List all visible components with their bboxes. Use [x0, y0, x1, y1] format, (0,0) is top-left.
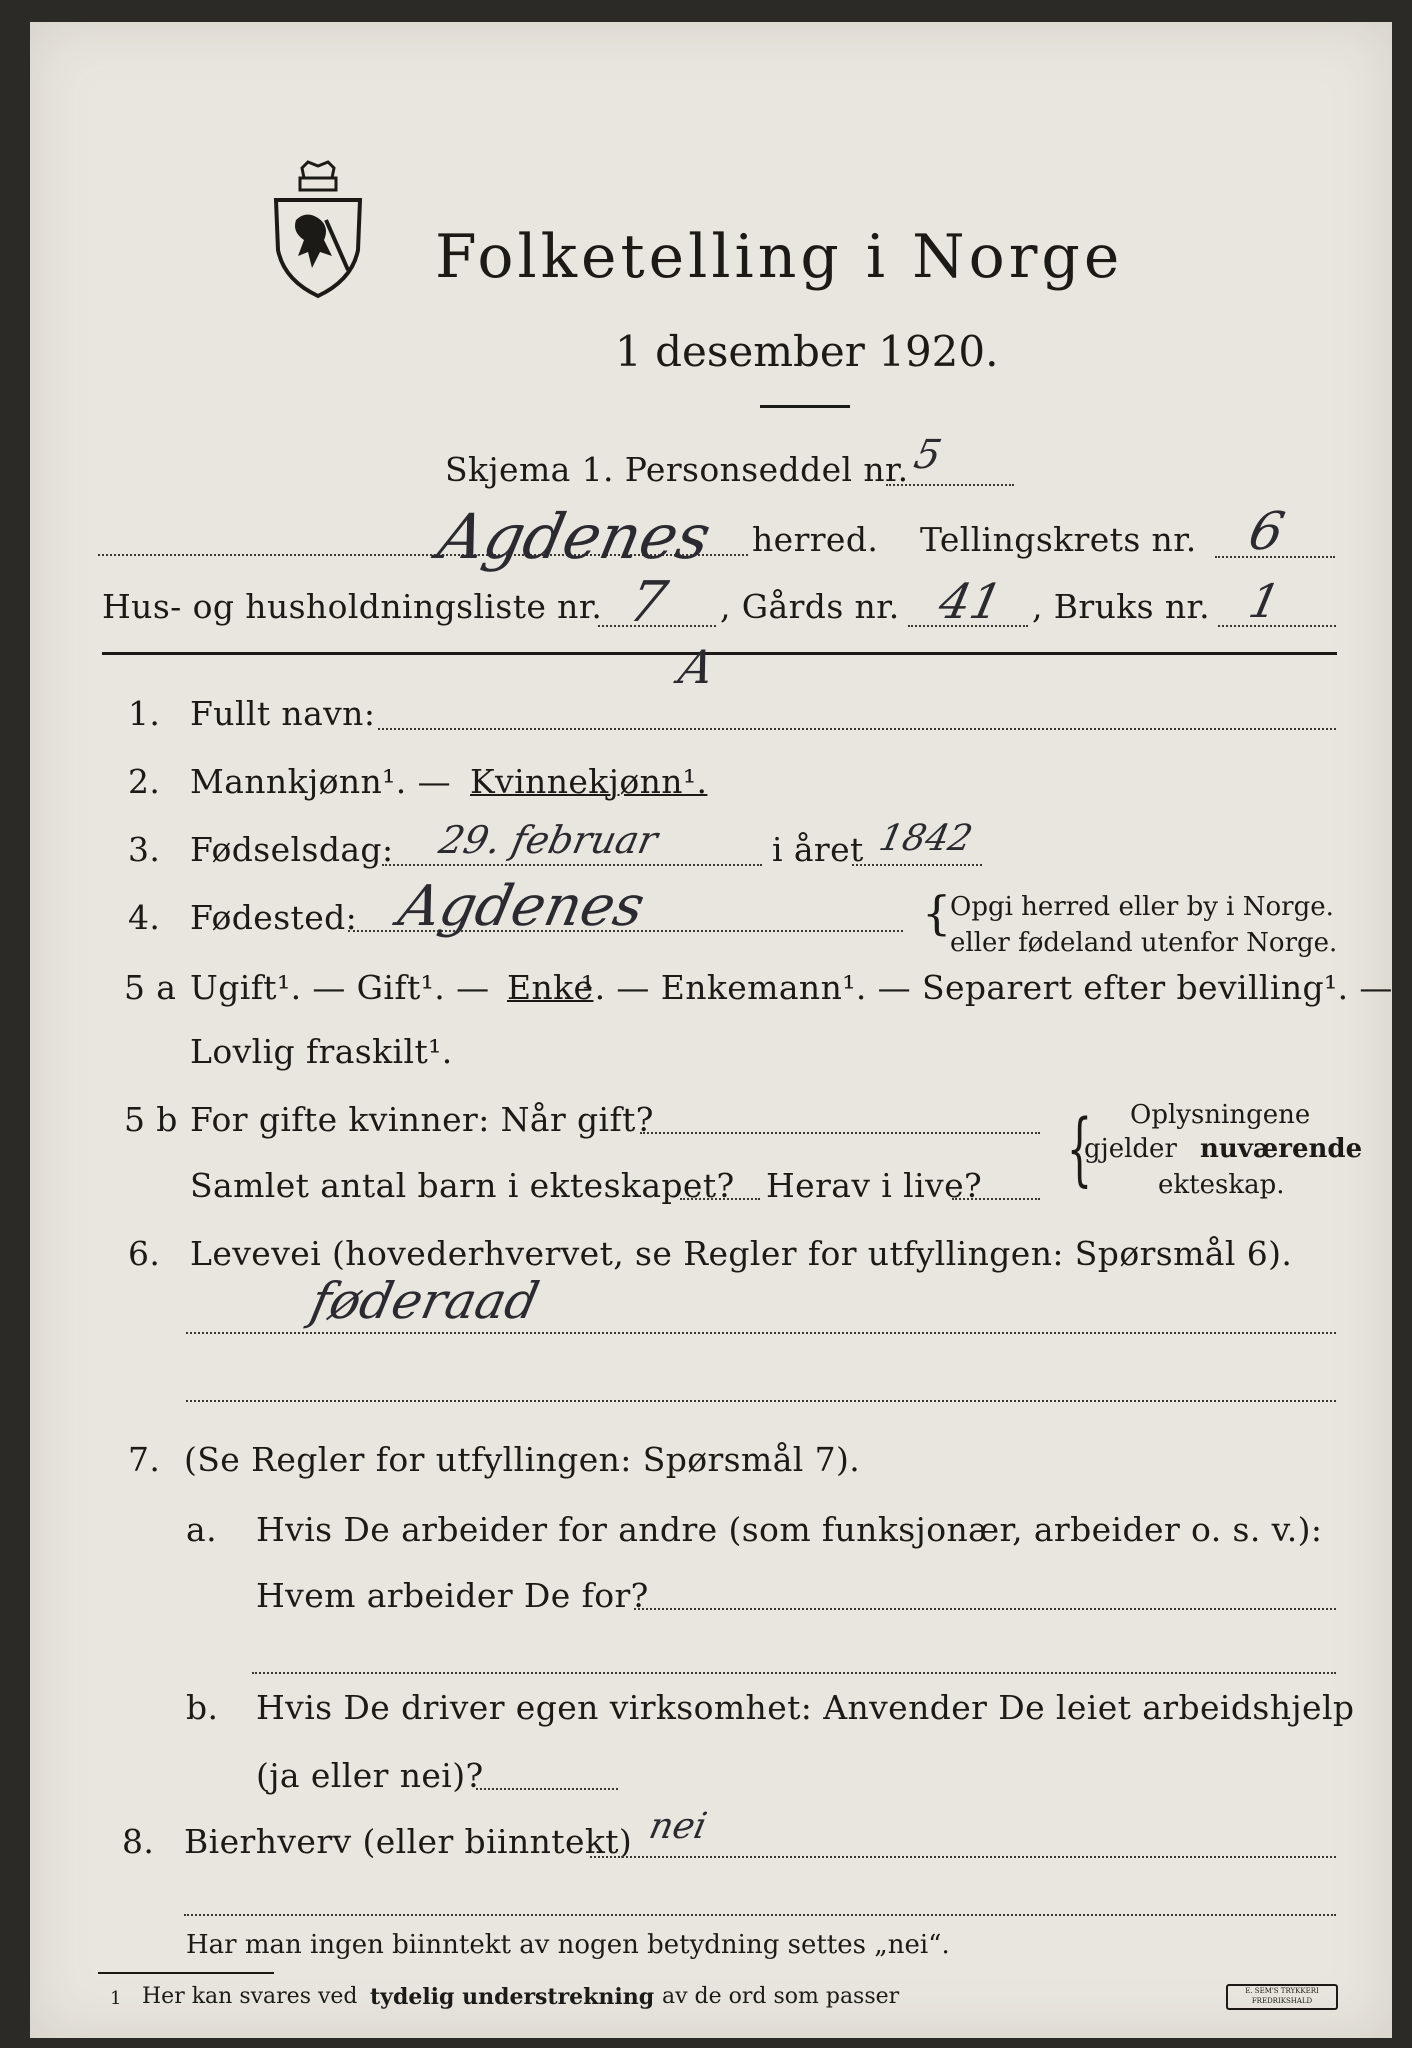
q1-number: 1.: [128, 694, 161, 733]
printer-stamp: E. SEM'S TRYKKERI FREDRIKSHALD: [1226, 1984, 1338, 2010]
q5b-number: 5 b: [124, 1100, 178, 1139]
q7b-dotline: [476, 1788, 618, 1790]
q4-value: Agdenes: [393, 874, 651, 939]
census-form-page: [30, 22, 1392, 2038]
q3-year-value: 1842: [875, 818, 976, 859]
header-divider: [102, 652, 1337, 655]
q7-label: (Se Regler for utfyllingen: Spørsmål 7).: [184, 1440, 861, 1479]
q6-label: Levevei (hovederhvervet, se Regler for utfyllingen: Spørsmål 6).: [190, 1234, 1293, 1273]
herred-value: Agdenes: [432, 500, 718, 573]
q7b-label: Hvis De driver egen virksomhet: Anvender De leiet arbeidshjelp: [256, 1688, 1355, 1727]
q6-number: 6.: [128, 1234, 161, 1273]
footnote-text-a: Her kan svares ved: [142, 1984, 358, 2009]
q4-label: Fødested:: [190, 898, 358, 937]
q8-label: Bierhverv (eller biinntekt): [184, 1822, 633, 1861]
q6-value: føderaad: [305, 1272, 544, 1330]
q8-value: nei: [645, 1806, 711, 1847]
q4-note-1: Opgi herred eller by i Norge.: [950, 892, 1334, 922]
q3-year-label: i året: [772, 830, 864, 869]
q8-number: 8.: [122, 1822, 155, 1861]
q6-dotline-2: [186, 1400, 1336, 1402]
q6-dotline-1: [186, 1332, 1336, 1334]
q5a-line2: Lovlig fraskilt¹.: [190, 1032, 453, 1071]
q7b-letter: b.: [186, 1688, 219, 1727]
q7a-line2: Hvem arbeider De for?: [256, 1576, 649, 1615]
tellingskrets-label: Tellingskrets nr.: [920, 520, 1197, 559]
q1-dotline: [378, 728, 1336, 730]
footnote-text-c: av de ord som passer: [662, 1984, 900, 2009]
husliste-value: 7: [623, 570, 673, 635]
form-title: Folketelling i Norge: [435, 222, 1124, 292]
q7a-letter: a.: [186, 1510, 217, 1549]
q8-dotline-2: [184, 1914, 1336, 1916]
coat-of-arms-icon: [262, 160, 374, 300]
q4-note-2: eller fødeland utenfor Norge.: [950, 928, 1338, 958]
personseddel-dotline: [886, 484, 1014, 486]
q5b-note-2b: nuværende: [1200, 1134, 1363, 1164]
bruks-value: 1: [1244, 574, 1286, 628]
q5b-barn-dotline: [680, 1198, 760, 1200]
gards-label: , Gårds nr.: [720, 587, 900, 626]
q5a-ugift: Ugift¹. — Gift¹. —: [190, 968, 490, 1007]
footnote-number: 1: [110, 1988, 122, 2009]
footnote-text-b: tydelig understrekning: [370, 1984, 655, 2010]
q3-dotline: [382, 864, 762, 866]
q3-number: 3.: [128, 830, 161, 869]
q5b-live-dotline: [952, 1198, 1040, 1200]
q5a-rest: ¹. — Enkemann¹. — Separert efter bevilling¹. —: [581, 968, 1393, 1007]
q5b-live-label: Herav i live?: [766, 1166, 983, 1205]
husliste-label: Hus- og husholdningsliste nr.: [102, 587, 603, 626]
q5b-label: For gifte kvinner: Når gift?: [190, 1100, 654, 1139]
stray-mark: A: [674, 640, 719, 694]
q5b-dotline: [640, 1132, 1040, 1134]
q5a-number: 5 a: [124, 968, 177, 1007]
q5b-barn-label: Samlet antal barn i ekteskapet?: [190, 1166, 735, 1205]
q5b-note-1: Oplysningene: [1130, 1100, 1311, 1130]
q2-male: Mannkjønn¹. —: [190, 762, 451, 801]
bruks-label: , Bruks nr.: [1032, 587, 1210, 626]
q8-dotline-1: [590, 1856, 1336, 1858]
personseddel-value: 5: [910, 432, 946, 478]
q3-year-dotline: [852, 864, 982, 866]
schema-label: Skjema 1. Personseddel nr.: [445, 450, 909, 489]
census-date: 1 desember 1920.: [615, 327, 999, 376]
gards-value: 41: [934, 574, 1008, 630]
herred-label: herred.: [752, 520, 879, 559]
q3-value: 29. februar: [435, 818, 662, 862]
q4-number: 4.: [128, 898, 161, 937]
q5b-note-2a: gjelder: [1084, 1134, 1177, 1164]
q7a-label: Hvis De arbeider for andre (som funksjonær, arbeider o. s. v.):: [256, 1510, 1323, 1549]
q4-brace: {: [922, 886, 952, 940]
q7-number: 7.: [128, 1440, 161, 1479]
q5a-enke: Enke: [507, 968, 594, 1007]
q7a-dotline-1: [634, 1608, 1336, 1610]
q3-label: Fødselsdag:: [190, 830, 394, 869]
q5b-note-3: ekteskap.: [1158, 1170, 1285, 1200]
title-divider: [760, 405, 850, 408]
q7a-dotline-2: [252, 1672, 1336, 1674]
footnote-divider: [98, 1972, 274, 1974]
q7b-line2: (ja eller nei)?: [256, 1756, 484, 1795]
q1-label: Fullt navn:: [190, 694, 376, 733]
q2-female: Kvinnekjønn¹.: [470, 762, 708, 801]
footer-note: Har man ingen biinntekt av nogen betydning settes „nei“.: [186, 1930, 950, 1960]
q5b-brace: {: [1066, 1102, 1093, 1195]
q2-number: 2.: [128, 762, 161, 801]
tellingskrets-value: 6: [1243, 502, 1290, 562]
bruks-dotline: [1218, 625, 1336, 627]
